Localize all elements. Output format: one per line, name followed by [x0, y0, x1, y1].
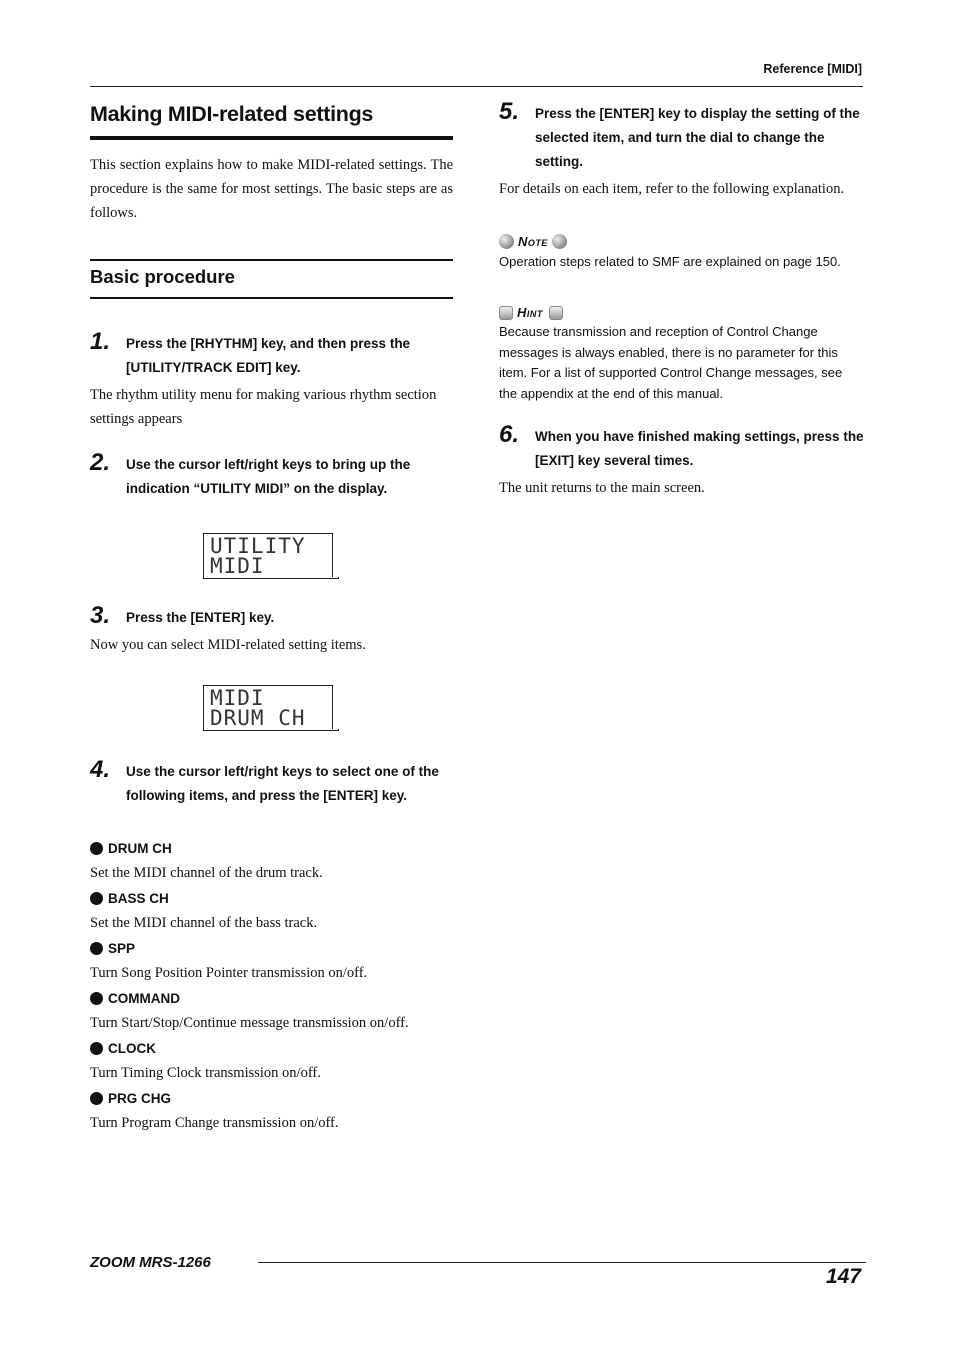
- note-text: Operation steps related to SMF are explained on page 150.: [499, 254, 841, 269]
- list-item: [90, 838, 453, 888]
- bullet-icon: [90, 942, 103, 955]
- intro-paragraph: This section explains how to make MIDI-related settings. The procedure is the same for most settings. The basic steps are as follows.: [90, 157, 453, 221]
- hint-line: item. For a list of supported Control Change messages, see: [499, 365, 843, 380]
- step-line: Use the cursor left/right keys to select one of the: [126, 764, 439, 779]
- item-title: DRUM CH: [108, 840, 172, 856]
- step-instruction: [126, 332, 410, 380]
- item-title-row: [90, 938, 453, 958]
- item-title-row: [90, 1038, 453, 1058]
- lcd-line-1: UTILITY: [210, 534, 306, 558]
- step-body: Now you can select MIDI-related setting items.: [90, 637, 366, 653]
- item-title-row: [90, 988, 453, 1008]
- step-line: following items, and press the [ENTER] key.: [126, 788, 408, 803]
- list-item: [90, 988, 453, 1038]
- note-ball-icon: [552, 234, 567, 249]
- step-number: 6.: [499, 421, 520, 448]
- step-instruction: [126, 453, 410, 501]
- hint-line: Because transmission and reception of Control Change: [499, 324, 818, 339]
- step-line: Press the [RHYTHM] key, and then press the: [126, 336, 411, 351]
- items-list: [90, 838, 453, 1138]
- step-instruction: [126, 606, 274, 630]
- step-body: For details on each item, refer to the following explanation.: [499, 181, 845, 197]
- subheading: Basic procedure: [90, 266, 235, 287]
- item-description: Set the MIDI channel of the bass track.: [90, 915, 318, 931]
- step-line: selected item, and turn the dial to change the: [535, 130, 825, 145]
- item-title-row: [90, 888, 453, 908]
- item-title: CLOCK: [108, 1040, 156, 1056]
- hint-square-icon: [499, 306, 513, 320]
- note-ball-icon: [499, 234, 514, 249]
- hint-badge: [499, 305, 563, 320]
- lcd-line-2: DRUM CH: [210, 706, 306, 730]
- hint-line: messages is always enabled, there is no parameter for this: [499, 344, 838, 360]
- list-item: [90, 1038, 453, 1088]
- step-body: The unit returns to the main screen.: [499, 480, 705, 496]
- step-number: 1.: [90, 328, 111, 355]
- item-description: Turn Program Change transmission on/off.: [90, 1115, 339, 1131]
- step-line: [UTILITY/TRACK EDIT] key.: [126, 360, 301, 375]
- bullet-icon: [90, 1042, 103, 1055]
- bullet-icon: [90, 892, 103, 905]
- lcd-edge: [332, 533, 339, 577]
- subheading-rule-bottom: [90, 297, 453, 299]
- lcd-line-1: MIDI: [210, 686, 265, 710]
- item-title-row: [90, 1088, 453, 1108]
- bullet-icon: [90, 842, 103, 855]
- item-title: SPP: [108, 940, 136, 956]
- note-label: Note: [518, 234, 548, 249]
- title-rule: [90, 136, 453, 140]
- lcd-line-2: MIDI: [210, 554, 265, 578]
- item-title-row: [90, 838, 453, 858]
- step-line: Press the [ENTER] key.: [126, 610, 275, 625]
- subheading-rule-top: [90, 259, 453, 261]
- page-number: 147: [826, 1265, 862, 1288]
- step-instruction: [535, 102, 860, 174]
- item-description: Turn Timing Clock transmission on/off.: [90, 1065, 321, 1081]
- item-description: Turn Song Position Pointer transmission on/off.: [90, 965, 368, 981]
- item-title: PRG CHG: [108, 1090, 172, 1106]
- step-line: Use the cursor left/right keys to bring up the: [126, 457, 411, 472]
- section-title: Making MIDI-related settings: [90, 102, 374, 126]
- step-line: setting.: [535, 154, 584, 169]
- item-description: Set the MIDI channel of the drum track.: [90, 865, 323, 881]
- bullet-icon: [90, 992, 103, 1005]
- hint-text: [499, 322, 869, 404]
- step-line: indication “UTILITY MIDI” on the display.: [126, 481, 388, 496]
- step-body: The rhythm utility menu for making various rhythm section settings appears: [90, 387, 437, 427]
- hint-line: the appendix at the end of this manual.: [499, 385, 724, 401]
- note-badge: [499, 234, 567, 249]
- step-line: Press the [ENTER] key to display the setting of the: [535, 106, 860, 121]
- list-item: [90, 938, 453, 988]
- list-item: [90, 888, 453, 938]
- footer-brand: ZOOM MRS-1266: [90, 1254, 211, 1271]
- step-number: 2.: [90, 449, 111, 476]
- lcd-display: [203, 685, 339, 731]
- step-number: 3.: [90, 602, 111, 629]
- hint-label: Hint: [517, 305, 543, 320]
- hint-square-icon: [549, 306, 563, 320]
- item-description: Turn Start/Stop/Continue message transmission on/off.: [90, 1015, 409, 1031]
- lcd-display: [203, 533, 339, 579]
- step-number: 5.: [499, 98, 520, 125]
- lcd-edge: [332, 685, 339, 729]
- item-title: BASS CH: [108, 890, 169, 906]
- bullet-icon: [90, 1092, 103, 1105]
- step-instruction: [126, 760, 439, 808]
- item-title: COMMAND: [108, 990, 180, 1006]
- step-line: [EXIT] key several times.: [535, 453, 694, 468]
- step-line: When you have finished making settings, press the: [535, 429, 864, 444]
- header-rule: [90, 86, 863, 87]
- running-head: Reference [MIDI]: [763, 62, 862, 76]
- list-item: [90, 1088, 453, 1138]
- step-instruction: [535, 425, 864, 473]
- step-number: 4.: [90, 756, 111, 783]
- footer-rule: [258, 1262, 866, 1263]
